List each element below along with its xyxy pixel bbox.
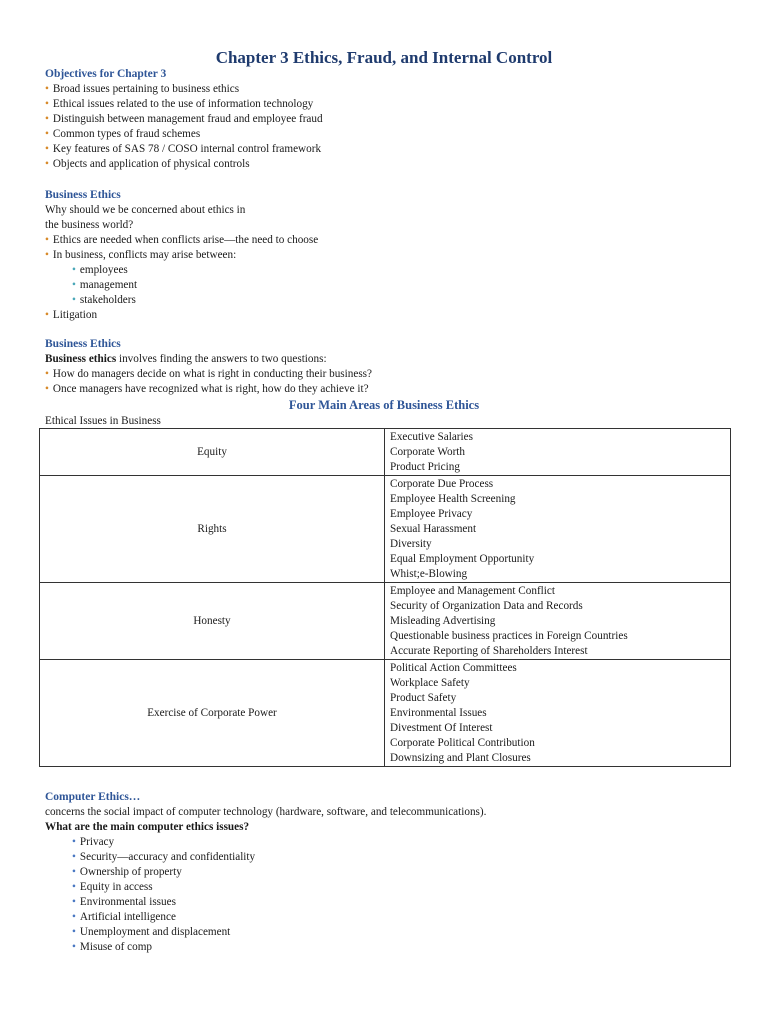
computer-ethics-question: What are the main computer ethics issues? <box>45 821 250 833</box>
ethics-table <box>39 428 731 767</box>
list-item: • In business, conflicts may arise between: <box>45 248 735 263</box>
issues-cell <box>385 583 731 660</box>
business-ethics-section-1 <box>45 188 735 323</box>
area-cell: Honesty <box>40 583 385 660</box>
list-item: • Ownership of property <box>45 865 735 880</box>
issue-item: Sexual Harassment <box>390 523 477 535</box>
issue-item: Employee Health Screening <box>390 493 516 505</box>
issue-item: Product Safety <box>390 692 457 704</box>
question-line: Why should we be concerned about ethics in <box>45 204 246 216</box>
list-item: • Privacy <box>45 835 735 850</box>
objectives-heading: Objectives for Chapter 3 <box>45 68 167 80</box>
business-ethics-heading: Business Ethics <box>45 338 121 350</box>
issues-cell <box>385 429 731 476</box>
list-item: • Unemployment and displacement <box>45 925 735 940</box>
issue-item: Executive Salaries <box>390 431 473 443</box>
bold-term: Business ethics <box>45 353 117 365</box>
page-title: Chapter 3 Ethics, Fraud, and Internal Control <box>215 48 553 67</box>
table-row <box>40 660 731 767</box>
area-cell: Equity <box>40 429 385 476</box>
sub-list-item: • employees <box>45 263 735 278</box>
issue-item: Questionable business practices in Foreign Countries <box>390 630 628 642</box>
lead-rest: involves finding the answers to two questions: <box>116 353 327 365</box>
issue-item: Employee and Management Conflict <box>390 585 555 597</box>
issue-item: Workplace Safety <box>390 677 470 689</box>
sub-list-item: • management <box>45 278 735 293</box>
issue-item: Diversity <box>390 538 432 550</box>
issue-item: Accurate Reporting of Shareholders Interest <box>390 645 588 657</box>
list-item: • Ethics are needed when conflicts arise—the need to choose <box>45 233 735 248</box>
sub-list-item: • stakeholders <box>45 293 735 308</box>
list-item: • Equity in access <box>45 880 735 895</box>
issue-item: Product Pricing <box>390 461 460 473</box>
business-ethics-section-2 <box>45 337 735 397</box>
issue-item: Equal Employment Opportunity <box>390 553 535 565</box>
question-line: the business world? <box>45 219 134 231</box>
list-item: • Key features of SAS 78 / COSO internal control framework <box>45 142 735 157</box>
issue-item: Divestment Of Interest <box>390 722 493 734</box>
issues-cell <box>385 476 731 583</box>
computer-ethics-description: concerns the social impact of computer technology (hardware, software, and telecommunications). <box>45 806 487 818</box>
table-row <box>40 476 731 583</box>
list-item: • Once managers have recognized what is right, how do they achieve it? <box>45 382 735 397</box>
issue-item: Corporate Political Contribution <box>390 737 535 749</box>
list-item: • Distinguish between management fraud and employee fraud <box>45 112 735 127</box>
area-cell: Exercise of Corporate Power <box>40 660 385 767</box>
computer-ethics-heading: Computer Ethics… <box>45 791 141 803</box>
issue-item: Security of Organization Data and Records <box>390 600 583 612</box>
objectives-section <box>45 67 735 172</box>
issue-item: Political Action Committees <box>390 662 517 674</box>
issue-item: Environmental Issues <box>390 707 487 719</box>
table-row <box>40 429 731 476</box>
list-item: • Security—accuracy and confidentiality <box>45 850 735 865</box>
table-row <box>40 583 731 660</box>
issue-item: Corporate Due Process <box>390 478 494 490</box>
issue-item: Whist;e-Blowing <box>390 568 468 580</box>
list-item: • Litigation <box>45 308 735 323</box>
list-item: • How do managers decide on what is right in conducting their business? <box>45 367 735 382</box>
area-cell: Rights <box>40 476 385 583</box>
list-item: • Broad issues pertaining to business ethics <box>45 82 735 97</box>
four-areas-heading: Four Main Areas of Business Ethics <box>288 398 480 412</box>
computer-ethics-section <box>45 790 735 955</box>
business-ethics-heading: Business Ethics <box>45 189 121 201</box>
issue-item: Employee Privacy <box>390 508 473 520</box>
issue-item: Corporate Worth <box>390 446 466 458</box>
list-item: • Objects and application of physical controls <box>45 157 735 172</box>
list-item: • Common types of fraud schemes <box>45 127 735 142</box>
list-item: • Ethical issues related to the use of information technology <box>45 97 735 112</box>
lead-sentence <box>45 352 735 367</box>
table-caption: Ethical Issues in Business <box>45 415 161 427</box>
issue-item: Downsizing and Plant Closures <box>390 752 531 764</box>
issues-cell <box>385 660 731 767</box>
issue-item: Misleading Advertising <box>390 615 496 627</box>
list-item: • Environmental issues <box>45 895 735 910</box>
list-item: • Misuse of comp <box>45 940 735 955</box>
list-item: • Artificial intelligence <box>45 910 735 925</box>
